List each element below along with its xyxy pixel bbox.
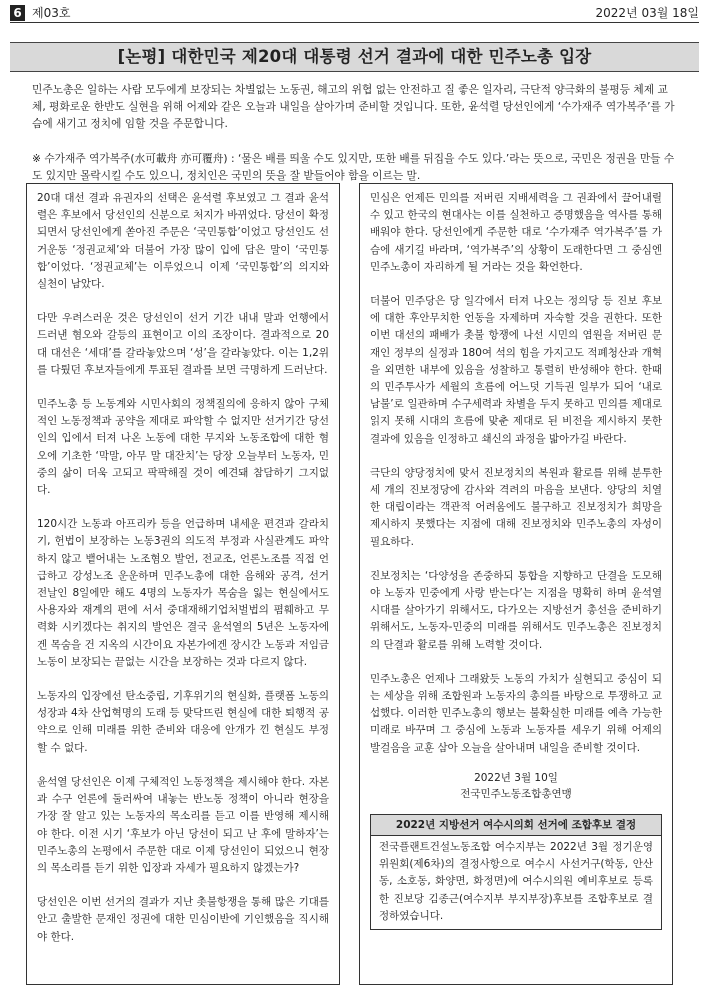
notice-title: 2022년 지방선거 여수시의회 선거에 조합후보 결정 xyxy=(371,815,661,836)
left-paragraph: 다만 우려스러운 것은 당선인이 선거 기간 내내 말과 언행에서 드러낸 혐오와 갈등의 표현이고 이의 조장이다. 결과적으로 20대 대선은 ‘세대’를 갈라놓았으며 ‘성’을 갈라놓았다. 이는 1,2위를 다퉜던 후보자들에게 투표된 결과를 보면 극명하게 드러난다. xyxy=(37,312,329,376)
page-number: 6 xyxy=(10,5,25,21)
right-paragraph: 극단의 양당정치에 맞서 진보정치의 복원과 활로를 위해 분투한 세 개의 진보정당에 감사와 격려의 마음을 보낸다. 양당의 치열한 대립이라는 객관적 어려움에도 불구하고 진보정치가 희망을 제시하지 못했다는 지점에 대해 진보정치와 민주노총의 자성이 필요하다. xyxy=(370,466,662,548)
right-paragraph: 민주노총은 언제나 그래왔듯 노동의 가치가 실현되고 중심이 되는 세상을 위해 조합원과 노동자의 총의를 바탕으로 투쟁하고 교섭했다. 이러한 민주노총의 행보는 불확실한 미래를 예측 가능한 미래로 바꾸며 그 중심에 노동과 노동자를 세우기 위해 어제의 발걸음을 교훈 삼아 오늘을 살아내며 내일을 준비할 것이다. xyxy=(370,672,662,754)
article-title-bar xyxy=(10,42,699,72)
notice-body: 전국플랜트건설노동조합 여수지부는 2022년 3월 정기운영위원회(제6차)의 결정사항으로 여수시 사선거구(학동, 안산동, 소호동, 화양면, 화정면)에 여수시의원 예비후보로 등록한 진보당 김종근(여수지부 부지부장)후보를 조합후보로 결정하였습니다. xyxy=(379,840,653,922)
signature-organization: 전국민주노동조합총연맹 xyxy=(460,787,572,800)
page-header xyxy=(10,4,699,24)
right-paragraph: 민심은 언제든 민의를 저버린 지배세력을 그 권좌에서 끌어내릴 수 있고 한국의 현대사는 이를 실천하고 증명했음을 역사를 통해 배워야 한다. 당선인에게 주문한 대로 ‘수가재주 역가복주’를 가슴에 새기길 바라며, ‘역가복주’의 상황이 도래한다면 그 중심엔 민주노총이 자리하게 될 거라는 것을 확언한다. xyxy=(370,192,662,273)
left-paragraph: 20대 대선 결과 유권자의 선택은 윤석렬 후보였고 그 결과 윤석렬은 후보에서 당선인의 신분으로 처지가 바뀌었다. 당선이 확정되면서 당선인에게 쏟아진 주문은 ‘국민통합’이었고 당선인도 선거운동 ‘정권교체’와 더불어 가장 많이 입에 담은 말이 ‘국민통합’이었다. ‘정권교체’는 이루었으니 이제 ‘국민통합’의 의지와 실천이 남았다. xyxy=(37,192,329,291)
intro-paragraph: 민주노총은 일하는 사람 모두에게 보장되는 차별없는 노동권, 해고의 위협 없는 안전하고 질 좋은 일자리, 극단적 양극화의 불평등 체제 교체, 평화로운 한반도 실현을 위해 어제와 같은 오늘과 내일을 살아가며 준비할 것입니다. 또한, 윤석렬 당선인에게 ‘수가재주 역가복주’를 가슴에 새기고 정치에 임할 것을 주문합니다. xyxy=(32,83,675,130)
left-paragraph: 노동자의 입장에선 탄소중립, 기후위기의 현실화, 플랫폼 노동의 성장과 4차 산업혁명의 도래 등 맞닥뜨린 현실에 대한 퇴행적 공약으로 인해 미래를 위한 준비와 대응에 안개가 낀 현실도 부정할 수 없다. xyxy=(37,690,329,754)
left-paragraph: 민주노총 등 노동계와 시민사회의 정책질의에 응하지 않아 구체적인 노동정책과 공약을 제대로 파악할 수 없지만 선거기간 당선인의 입에서 터져 나온 노동에 대한 무지와 노동조합에 대한 혐오에 기초한 ‘막말, 아무 말 대잔치’는 당장 오늘부터 노동자, 민중의 삶이 더욱 고되고 팍팍해질 것이 예견돼 참담하기 그지없다. xyxy=(37,398,329,497)
right-paragraph: 더불어 민주당은 당 일각에서 터져 나오는 정의당 등 진보 후보에 대한 후안무치한 언동을 자제하며 자숙할 것을 권한다. 또한 이번 대선의 패배가 촛불 항쟁에 나선 시민의 염원을 저버린 문재인 정부의 실정과 180여 석의 힘을 가지고도 적폐청산과 개혁을 외면한 내부에 있음을 성찰하고 통렬히 반성해야 한다. 한때의 민주투사가 세월의 흐름에 어느덧 기득권 일부가 되어 ‘내로남불’로 일관하며 수구세력과 차별을 두지 못하고 민의를 제대로 읽지 못해 시대의 흐름에 맞춘 제대로 된 비전을 제시하지 못한 결과에 있음을 인정하고 쇄신의 과정을 밟아가길 바란다. xyxy=(370,295,662,445)
notice-box xyxy=(370,814,662,930)
header-rule xyxy=(10,22,699,23)
left-column xyxy=(26,183,340,985)
publication-date: 2022년 03월 18일 xyxy=(595,6,699,20)
right-paragraph: 진보정치는 ‘다양성을 존중하되 통합을 지향하고 단결을 도모해야 노동자 민중에게 사랑 받는다’는 지점을 명확히 하며 윤석열 시대를 살아가기 위해서도, 다가오는 지방선거 총선을 준비하기 위해서도, 노동자-민중의 미래를 위해서도 민주노총은 진보정치의 단결과 활로를 위해 노력할 것이다. xyxy=(370,569,662,651)
article-title: [논평] 대한민국 제20대 대통령 선거 결과에 대한 민주노총 입장 xyxy=(117,47,592,66)
issue-number: 제03호 xyxy=(32,6,71,20)
left-paragraph: 120시간 노동과 아프리카 등을 언급하며 내세운 편견과 갈라치기, 헌법이 보장하는 노동3권의 의도적 부정과 사실관계도 파악하지 않고 뱉어내는 노조혐오 발언, 전교조, 언론노조를 직접 언급하고 강성노조 운운하며 민주노총에 대한 음해와 공격, 선거 전날인 8일에만 해도 4명의 노동자가 목숨을 잃는 현실에서도 사용자와 재계의 편에 서서 중대재해기업처벌법의 폄훼하고 무력화 시키겠다는 취지의 발언은 결국 윤석열의 5년은 노동자에겐 목숨을 건 지옥의 시간이요 자본가에겐 장시간 노동과 저임금 노동이 보장되는 끝없는 시간을 보장하는 것과 다르지 않다. xyxy=(37,518,329,668)
left-paragraph: 윤석열 당선인은 이제 구체적인 노동정책을 제시해야 한다. 자본과 수구 언론에 둘러싸여 내놓는 반노동 정책이 아니라 현장을 가장 잘 알고 있는 노동자의 목소리를 듣고 이를 반영해 제시해야 한다. 이전 시기 ‘후보가 아닌 당선이 되고 난 후에 말하자’는 민주노총의 논평에서 주문한 대로 이제 당선인이 되었으니 현장의 목소리를 듣기 위한 입장과 자세가 필요하지 않겠는가? xyxy=(37,775,329,874)
intro-footnote: ※ 수가재주 역가복주(水可載舟 亦可覆舟) : ‘물은 배를 띄울 수도 있지만, 또한 배를 뒤집을 수도 있다.’라는 뜻으로, 국민은 정권을 만들 수도 있지만 몰락시킬 수도 있으니, 정치인은 국민의 뜻을 잘 받들어야 함을 이르는 말. xyxy=(32,152,675,182)
signature-block xyxy=(370,770,662,802)
right-column xyxy=(359,183,673,985)
left-paragraph: 당선인은 이번 선거의 결과가 지난 촛불항쟁을 통해 많은 기대를 안고 출발한 문재인 정권에 대한 민심이반에 기인했음을 직시해야 한다. xyxy=(37,896,329,943)
signature-date: 2022년 3월 10일 xyxy=(474,771,558,784)
